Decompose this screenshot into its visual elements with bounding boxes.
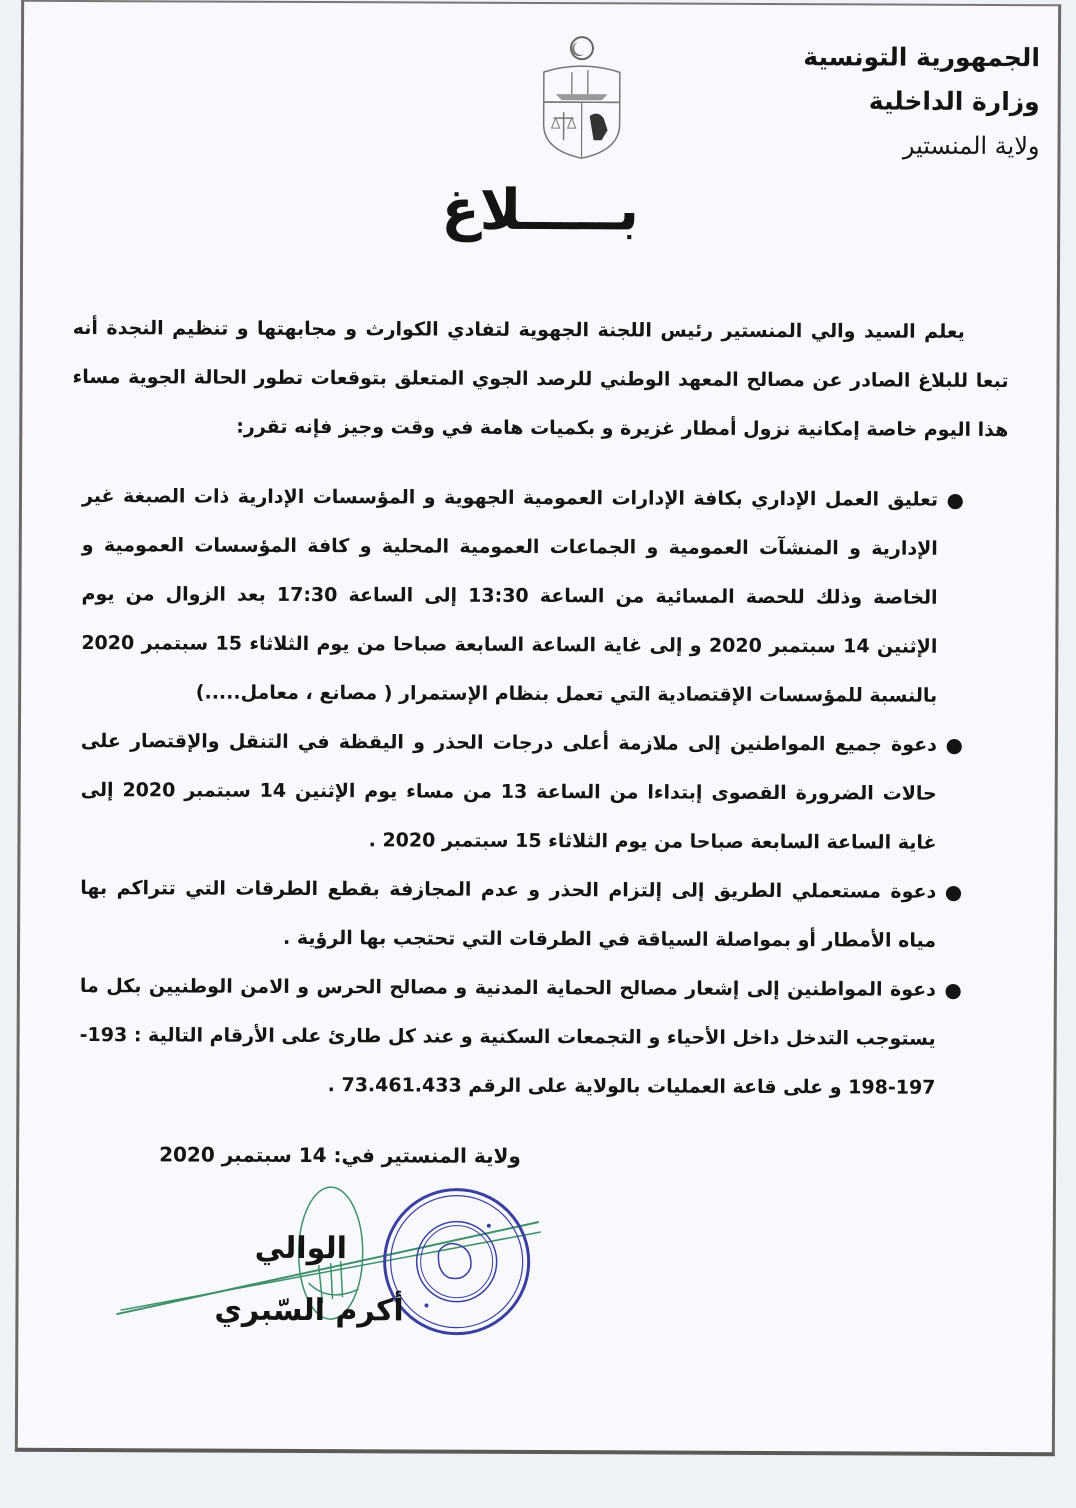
ministry-name: وزارة الداخلية (868, 86, 1040, 117)
bullet-icon: ● (945, 732, 963, 757)
intro-text: يعلم السيد والي المنستير رئيس اللجنة الجهوية لتفادي الكوارث و مجابهتها و تنظيم النجدة أنه تبعا للبلاغ الصادر عن مصالح المعهد الوطني للرصد الجوي المتعلق بتوقعات تطور الحالة الجوية مساء هذا اليوم خاصة إمكانية نزول أمطار غزيرة و بكميات هامة في وقت وجيز فإنه تقرر: (72, 316, 1009, 442)
bullet-icon: ● (946, 487, 965, 512)
list-item: ● دعوة المواطنين إلى إشعار مصالح الحماية المدنية و مصالح الحرس و الامن الوطنيين بكل ما يستوجب التدخل داخل الأحياء و التجمعات السكنية و عند كل طارئ على الأرقام التالية : 193-197-198 و على قاعة العمليات بالولاية على الرقم 73.461.433 . (79, 962, 936, 1113)
country-name: الجمهورية التونسية (803, 42, 1040, 73)
list-item: ● دعوة جميع المواطنين إلى ملازمة أعلى درجات الحذر و اليقظة في التنقل والإقتصار على حالات الضرورة القصوى إبتداءا من الساعة 13 من مساء يوم الإثنين 14 سبتمبر 2020 إلى غاية الساعة السابعة صباحا من يوم الثلاثاء 15 سبتمبر 2020 . (80, 717, 937, 868)
document-page (15, 0, 1061, 1456)
list-item: ● تعليق العمل الإداري بكافة الإدارات العمومية الجهوية و المؤسسات الإدارية ذات الصبغة غير الإدارية و المنشآت العمومية و الجماعات العمومية المحلية و كافة المؤسسات العمومية و الخاصة وذلك للحصة المسائية من الساعة 13:30 إلى الساعة 17:30 بعد الزوال من يوم الإثنين 14 سبتمبر 2020 و إلى غاية الساعة السابعة صباحا من يوم الثلاثاء 15 سبتمبر 2020 بالنسبة للمؤسسات الإقتصادية التي تعمل بنظام الإستمرار ( مصانع ، معامل.....) (81, 472, 938, 721)
signatory-title: الوالي (254, 1230, 348, 1267)
letterhead (803, 35, 1040, 168)
bullet-icon: ● (944, 879, 963, 904)
notice-title: بـــــلاغ (441, 177, 640, 244)
place-date: ولاية المنستير في: 14 سبتمبر 2020 (159, 1142, 521, 1168)
bullet-icon: ● (944, 977, 962, 1002)
decision-list (79, 472, 965, 1113)
governorate-name: ولاية المنستير (902, 131, 1040, 161)
tunisia-coat-of-arms-icon (521, 32, 642, 163)
intro-paragraph (72, 304, 1009, 455)
list-item: ● دعوة مستعملي الطريق إلى إلتزام الحذر و عدم المجازفة بقطع الطرقات التي تتراكم بها مياه الأمطار أو بمواصلة السياقة في الطرقات التي تحتجب بها الرؤية . (80, 864, 936, 966)
signatory-name: أكرم السّبري (214, 1292, 404, 1329)
